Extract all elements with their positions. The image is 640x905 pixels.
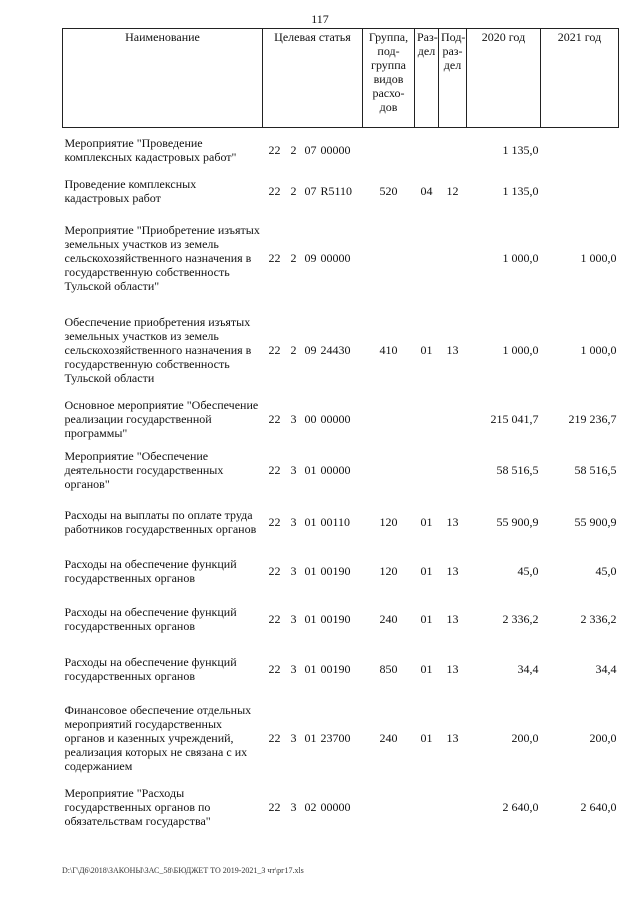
- target-c2: 2: [290, 183, 297, 198]
- row-2020: 215 041,7: [490, 411, 539, 426]
- table-row: [63, 172, 619, 210]
- target-c3: 02: [304, 799, 317, 814]
- target-c1: 22: [268, 661, 281, 676]
- table-row: [63, 548, 619, 594]
- row-2021: 34,4: [595, 661, 617, 676]
- row-subsection: [439, 210, 467, 306]
- target-c2: 3: [290, 661, 297, 676]
- target-c1: 22: [268, 514, 281, 529]
- row-2020: 2 336,2: [502, 611, 539, 626]
- target-c3: 07: [304, 142, 317, 157]
- target-c3: 01: [304, 563, 317, 578]
- row-subsection: 12: [446, 183, 459, 198]
- target-c2: 2: [290, 342, 297, 357]
- row-subsection: 13: [446, 611, 459, 626]
- row-section: 04: [420, 183, 433, 198]
- table-row: [63, 210, 619, 306]
- row-name: Обеспечение приобретения изъятых земельных участков из земель сельскохозяйственного назначения в государственную собственность Тульской области: [64, 314, 252, 385]
- target-c2: 3: [290, 799, 297, 814]
- row-group: 240: [379, 730, 398, 745]
- target-c1: 22: [268, 799, 281, 814]
- row-target: [263, 210, 363, 306]
- header-target: Целевая статья: [263, 29, 363, 128]
- row-name: Расходы на выплаты по оплате труда работников государственных органов: [64, 507, 257, 536]
- target-c1: 22: [268, 411, 281, 426]
- row-2021: 1 000,0: [580, 342, 617, 357]
- row-section: 01: [420, 342, 433, 357]
- row-target: [263, 172, 363, 210]
- header-2021: 2021 год: [541, 29, 619, 128]
- row-2020: 1 000,0: [502, 342, 539, 357]
- row-name: Расходы на обеспечение функций государственных органов: [64, 654, 237, 683]
- row-target: [263, 496, 363, 548]
- row-2021: 2 336,2: [580, 611, 617, 626]
- row-2020: 34,4: [517, 661, 539, 676]
- row-group: [363, 210, 415, 306]
- row-name: Основное мероприятие "Обеспечение реализации государственной программы": [64, 397, 259, 440]
- target-c1: 22: [268, 563, 281, 578]
- target-c2: 2: [290, 250, 297, 265]
- row-subsection: 13: [446, 730, 459, 745]
- row-2021: 200,0: [589, 730, 617, 745]
- row-2020: 55 900,9: [496, 514, 539, 529]
- target-c2: 3: [290, 730, 297, 745]
- row-name: Финансовое обеспечение отдельных мероприятий государственных органов и казенных учреждений, реализация которых не связана с их содержанием: [64, 702, 252, 773]
- target-c4: 24430: [320, 342, 351, 357]
- row-subsection: [439, 444, 467, 496]
- table-header-row: [63, 29, 619, 128]
- row-group: 120: [379, 563, 398, 578]
- header-group: Группа, под-группа видов расхо-дов: [363, 29, 415, 128]
- row-2021: 58 516,5: [574, 462, 617, 477]
- row-group: [363, 444, 415, 496]
- target-c2: 3: [290, 411, 297, 426]
- table-row: [63, 782, 619, 832]
- target-c3: 07: [304, 183, 317, 198]
- row-2021: 55 900,9: [574, 514, 617, 529]
- target-c4: 00000: [320, 411, 351, 426]
- target-c4: 00000: [320, 142, 351, 157]
- header-2020: 2020 год: [467, 29, 541, 128]
- target-c3: 01: [304, 514, 317, 529]
- target-c3: 09: [304, 250, 317, 265]
- row-group: 240: [379, 611, 398, 626]
- header-section: Раз-дел: [415, 29, 439, 128]
- row-section: [415, 782, 439, 832]
- row-section: 01: [420, 563, 433, 578]
- target-c3: 00: [304, 411, 317, 426]
- row-2020: 1 135,0: [502, 183, 539, 198]
- row-section: 01: [420, 514, 433, 529]
- row-section: 01: [420, 661, 433, 676]
- row-group: [363, 128, 415, 172]
- row-group: [363, 782, 415, 832]
- row-section: 01: [420, 730, 433, 745]
- target-c1: 22: [268, 250, 281, 265]
- row-name: Проведение комплексных кадастровых работ: [64, 176, 197, 205]
- row-group: 410: [379, 342, 398, 357]
- row-target: [263, 594, 363, 644]
- row-2021: 1 000,0: [580, 250, 617, 265]
- row-section: [415, 444, 439, 496]
- row-subsection: 13: [446, 342, 459, 357]
- target-c3: 01: [304, 730, 317, 745]
- row-2021: [541, 172, 619, 210]
- row-target: [263, 782, 363, 832]
- row-target: [263, 444, 363, 496]
- table-row: [63, 394, 619, 444]
- row-name: Расходы на обеспечение функций государственных органов: [64, 556, 237, 585]
- header-subsection: Под-раз-дел: [439, 29, 467, 128]
- row-name: Мероприятие "Проведение комплексных кадастровых работ": [64, 135, 237, 164]
- row-target: [263, 128, 363, 172]
- target-c4: 00190: [320, 611, 351, 626]
- row-group: [363, 394, 415, 444]
- row-2020: 200,0: [511, 730, 539, 745]
- row-target: [263, 394, 363, 444]
- row-name: Мероприятие "Расходы государственных органов по обязательствам государства": [64, 785, 211, 828]
- row-2021: 2 640,0: [580, 799, 617, 814]
- row-2020: 58 516,5: [496, 462, 539, 477]
- row-2021: [541, 128, 619, 172]
- target-c1: 22: [268, 142, 281, 157]
- target-c4: 23700: [320, 730, 351, 745]
- row-2020: 1 135,0: [502, 142, 539, 157]
- row-section: [415, 394, 439, 444]
- target-c4: 00110: [320, 514, 351, 529]
- row-2021: 45,0: [595, 563, 617, 578]
- target-c2: 3: [290, 611, 297, 626]
- page-number: 117: [311, 12, 329, 26]
- table-row: [63, 496, 619, 548]
- row-subsection: [439, 128, 467, 172]
- row-name: Мероприятие "Обеспечение деятельности государственных органов": [64, 448, 224, 491]
- row-group: 850: [379, 661, 398, 676]
- table-row: [63, 444, 619, 496]
- target-c4: 00000: [320, 250, 351, 265]
- row-2020: 45,0: [517, 563, 539, 578]
- table-row: [63, 306, 619, 394]
- target-c4: R5110: [320, 183, 353, 198]
- row-subsection: 13: [446, 563, 459, 578]
- target-c2: 2: [290, 142, 297, 157]
- table-row: [63, 594, 619, 644]
- row-2020: 1 000,0: [502, 250, 539, 265]
- budget-table: [62, 28, 619, 832]
- header-name: Наименование: [63, 29, 263, 128]
- target-c1: 22: [268, 462, 281, 477]
- target-c2: 3: [290, 462, 297, 477]
- row-section: [415, 210, 439, 306]
- target-c1: 22: [268, 342, 281, 357]
- row-group: 120: [379, 514, 398, 529]
- row-target: [263, 694, 363, 782]
- row-subsection: 13: [446, 514, 459, 529]
- row-target: [263, 306, 363, 394]
- row-target: [263, 548, 363, 594]
- file-path-footer: D:\Г\Д6\2018\ЗАКОНЫ\ЗАС_58\БЮДЖЕТ ТО 2019-2021_3 чт\рг17.xls: [62, 866, 304, 875]
- table-row: [63, 694, 619, 782]
- row-target: [263, 644, 363, 694]
- target-c4: 00190: [320, 661, 351, 676]
- row-section: [415, 128, 439, 172]
- row-subsection: [439, 782, 467, 832]
- target-c2: 3: [290, 514, 297, 529]
- row-name: Расходы на обеспечение функций государственных органов: [64, 604, 237, 633]
- row-name: Мероприятие "Приобретение изъятых земельных участков из земель сельскохозяйственного назначения в государственную собственность Тульской области": [64, 222, 260, 293]
- row-group: 520: [379, 183, 398, 198]
- target-c4: 00000: [320, 799, 351, 814]
- target-c1: 22: [268, 611, 281, 626]
- row-section: 01: [420, 611, 433, 626]
- target-c3: 09: [304, 342, 317, 357]
- row-subsection: [439, 394, 467, 444]
- row-2021: 219 236,7: [568, 411, 617, 426]
- target-c2: 3: [290, 563, 297, 578]
- target-c1: 22: [268, 730, 281, 745]
- target-c3: 01: [304, 462, 317, 477]
- table-row: [63, 644, 619, 694]
- row-subsection: 13: [446, 661, 459, 676]
- target-c4: 00190: [320, 563, 351, 578]
- target-c3: 01: [304, 661, 317, 676]
- row-2020: 2 640,0: [502, 799, 539, 814]
- target-c4: 00000: [320, 462, 351, 477]
- table-row: [63, 128, 619, 172]
- target-c3: 01: [304, 611, 317, 626]
- target-c1: 22: [268, 183, 281, 198]
